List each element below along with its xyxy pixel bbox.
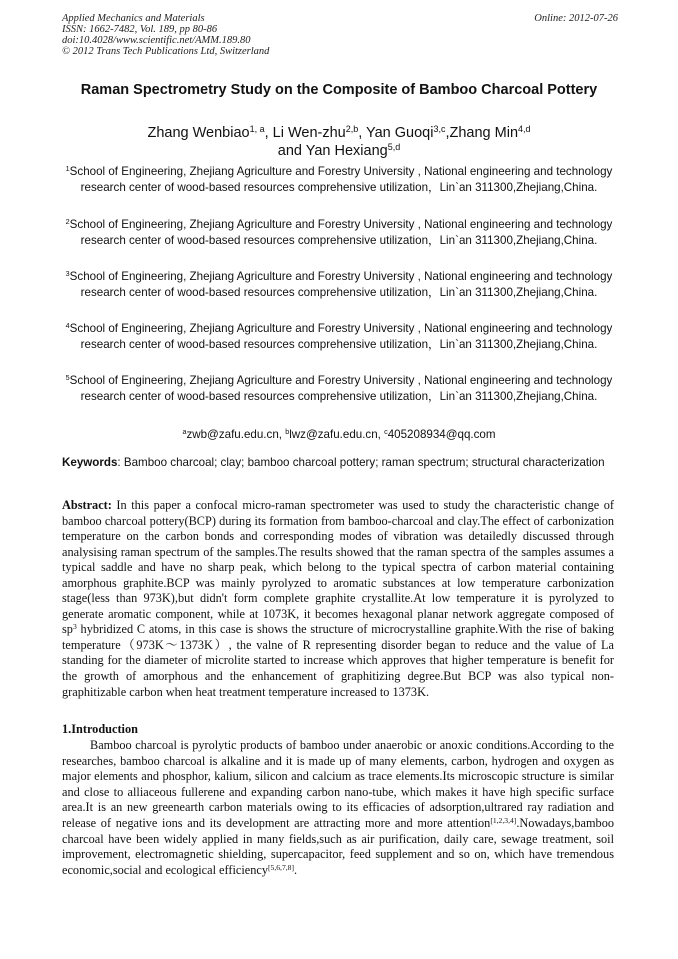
- affiliation: [62, 373, 616, 404]
- author-name: Yan Hexiang: [305, 143, 388, 159]
- email-mark: c: [384, 427, 388, 437]
- abstract-label: Abstract:: [62, 498, 112, 512]
- author-affil-mark: 2,b: [345, 124, 359, 135]
- author-and: and: [277, 143, 306, 159]
- email-mark: a: [182, 427, 187, 437]
- author-affil-mark: 3,c: [433, 124, 446, 135]
- intro-text: .Nowadays,bamboo charcoal have been widely applied in many fields,such as air purification, daily care, sewage treatment, soil improvement, electromagnetic shielding, supercapacitor, feed supplement and so on, which have tremendous economic,social and ecological efficiency: [62, 815, 614, 877]
- author-separator: ,: [445, 125, 450, 141]
- intro-text: Bamboo charcoal is pyrolytic products of bamboo under anaerobic or anoxic conditions.According to the researches, bamboo charcoal is alkaline and it is made up of many elements, carbon, hydrogen and oxygen as major elements and phosphor, kalium, silicon and calcium as trace elements.Its microscopic structure is similar and close to alliaceous fullerene and expanding carbon nano-tube, which makes it have high specific surface area.It is an new greenearth carbon materials owing to its efficacies of adsorption,ultrared ray radiation and release of negative ions and its development are attracting more and more attention: [62, 738, 614, 830]
- affiliation: [62, 269, 616, 300]
- email-link[interactable]: lwz@zafu.edu.cn,: [289, 428, 385, 441]
- email-link[interactable]: zwb@zafu.edu.cn,: [186, 428, 286, 441]
- author-name: Yan Guoqi: [366, 125, 434, 141]
- journal-name: Applied Mechanics and Materials: [62, 13, 205, 24]
- abstract-text: In this paper a confocal micro-raman spectrometer was used to study the characteristic change of bamboo charcoal pottery(BCP) during its formation from bamboo-charcoal and clay.The effect of carbonization temperature on the carbon bonds and corresponding modes of vibration was detailedly discussed through analysising raman spectrum of the samples.The results showed that the raman spectra of the samples assumes a typical saddle and have no sharp peak, which belong to the typical spectra of carbon material containing amorphous graphite.BCP was mainly pyrolyzed to aromatic substances at low temperature carbonization stage(less than 973K),but didn't form complete graphite crystallite.At low temperature it is pyrolyzed to generate aromatic component, while at 1073K, it becomes hexagonal planar network aggregate composed of sp: [62, 498, 614, 637]
- author-emails: [62, 427, 616, 442]
- affiliation: [62, 321, 616, 352]
- author-affil-mark: 1, a: [249, 124, 265, 135]
- citation-ref[interactable]: [5,6,7,8]: [268, 862, 294, 872]
- email-mark: b: [285, 427, 290, 437]
- affiliation-number: 3: [65, 269, 70, 279]
- affiliation-number: 2: [65, 217, 70, 227]
- author-name: Zhang Min: [449, 125, 519, 141]
- intro-paragraph: [62, 738, 614, 878]
- affiliation-text: School of Engineering, Zhejiang Agriculture and Forestry University , National engineering and technology research center of wood-based resources comprehensive utilization，Lin`an 311300,Zhejiang,China.: [69, 374, 613, 403]
- author-separator: ,: [264, 125, 273, 141]
- author-affil-mark: 4,d: [518, 124, 531, 135]
- affiliation-text: School of Engineering, Zhejiang Agriculture and Forestry University , National engineering and technology research center of wood-based resources comprehensive utilization，Lin`an 311300,Zhejiang,China.: [69, 218, 613, 247]
- paper-title: Raman Spectrometry Study on the Composite of Bamboo Charcoal Pottery: [80, 82, 598, 98]
- abstract-superscript: 3: [72, 622, 77, 632]
- affiliation-number: 1: [65, 164, 70, 174]
- section-heading: 1.Introduction: [62, 722, 138, 736]
- author-separator: ,: [358, 125, 367, 141]
- doi-line: doi:10.4028/www.scientific.net/AMM.189.80: [62, 35, 251, 46]
- affiliation-number: 4: [65, 321, 70, 331]
- citation-ref[interactable]: [1,2,3,4]: [490, 815, 517, 825]
- author-name: Li Wen-zhu: [272, 125, 346, 141]
- keywords-label: Keywords: [62, 456, 118, 469]
- author-affil-mark: 5,d: [387, 142, 401, 153]
- abstract-section: [62, 498, 614, 700]
- author-list: [62, 124, 616, 160]
- affiliation: [62, 164, 616, 195]
- abstract-text-continued: hybridized C atoms, in this case is shows the structure of microcrystalline graphite.With the rise of baking temperature（973K～1373K）, the valne of R representing disorder began to reduce and the value of La standing for the diameter of microlite started to increase which approves that higher temperature is benefit for the growth of amorphous and the enhancement of graphitizing degree.But BCP was also typical non-graphitizable carbon when heat treatment temperature increased to 1373K.: [62, 622, 614, 699]
- keywords-text: : Bamboo charcoal; clay; bamboo charcoal pottery; raman spectrum; structural characterization: [117, 456, 605, 469]
- keywords-section: [62, 456, 614, 469]
- issn-line: ISSN: 1662-7482, Vol. 189, pp 80-86: [62, 24, 218, 35]
- copyright-line: © 2012 Trans Tech Publications Ltd, Switzerland: [62, 46, 270, 57]
- journal-header: [62, 13, 618, 57]
- affiliation-number: 5: [65, 373, 70, 383]
- affiliation: [62, 217, 616, 248]
- online-date: Online: 2012-07-26: [534, 13, 618, 24]
- author-name: Zhang Wenbiao: [147, 125, 250, 141]
- intro-text: .: [294, 862, 298, 877]
- affiliation-text: School of Engineering, Zhejiang Agriculture and Forestry University , National engineering and technology research center of wood-based resources comprehensive utilization，Lin`an 311300,Zhejiang,China.: [69, 270, 613, 299]
- affiliation-text: School of Engineering, Zhejiang Agriculture and Forestry University , National engineering and technology research center of wood-based resources comprehensive utilization，Lin`an 311300,Zhejiang,China.: [69, 322, 613, 351]
- email-link[interactable]: 405208934@qq.com: [387, 428, 496, 441]
- affiliation-text: School of Engineering, Zhejiang Agriculture and Forestry University , National engineering and technology research center of wood-based resources comprehensive utilization，Lin`an 311300,Zhejiang,China.: [69, 165, 613, 194]
